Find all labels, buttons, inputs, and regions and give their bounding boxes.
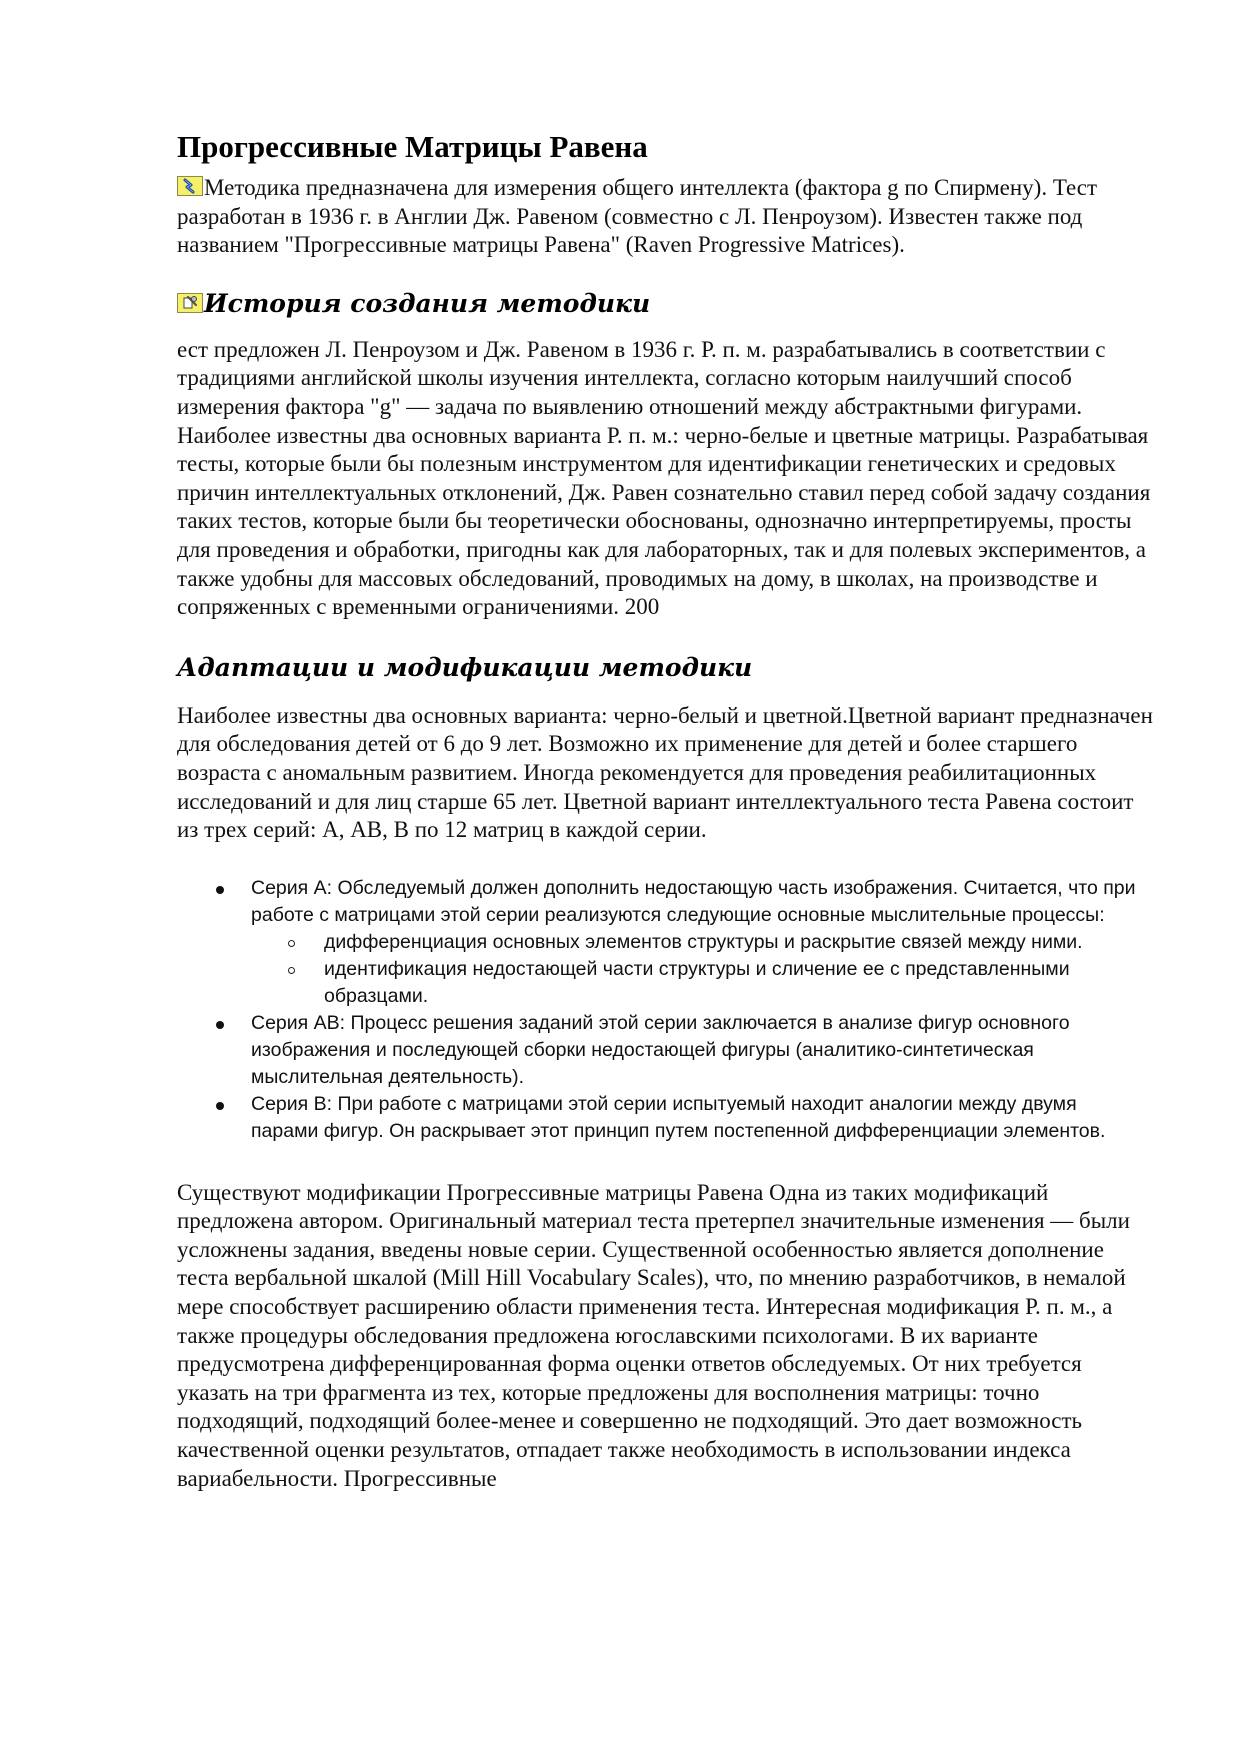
series-list bbox=[177, 875, 1157, 1145]
section-heading-text: История создания методики bbox=[204, 288, 651, 318]
sublist-item bbox=[251, 929, 1147, 956]
section-heading-adaptations: Адаптации и модификации методики bbox=[177, 652, 753, 682]
page-title: Прогрессивные Матрицы Равена bbox=[177, 129, 648, 164]
adaptations-paragraph: Наиболее известны два основных варианта: черно-белый и цветной.Цветной вариант предназначен для обследования детей от 6 до 9 лет. Возможно их применение для детей и более старшего возраста с аномальным развитием. Иногда рекомендуется для проведения реабилитационных исследований и для лиц старше 65 лет. Цветной вариант интеллектуального теста Равена состоит из трех серий: А, АВ, В по 12 матриц в каждой серии. bbox=[177, 702, 1153, 843]
document-page bbox=[177, 128, 1157, 1493]
sublist-item bbox=[251, 956, 1147, 1010]
modifications-paragraph: Существуют модификации Прогрессивные матрицы Равена Одна из таких модификаций предложена автором. Оригинальный материал теста претерпел значительные изменения — были усложнены задания, введены новые серии. Существенной особенностью является дополнение теста вербальной шкалой (Mill Hill Vocabulary Scales), что, по мнению разработчиков, в немалой мере способствует расширению области применения теста. Интересная модификация Р. п. м., а также процедуры обследования предложена югославскими психологами. В их варианте предусмотрена дифференцированная форма оценки ответов обследуемых. От них требуется указать на три фрагмента из тех, которые предложены для восполнения матрицы: точно подходящий, подходящий более-менее и совершенно не подходящий. Это дает возможность качественной оценки результатов, отпадает также необходимость в использовании индекса вариабельности. Прогрессивные bbox=[177, 1179, 1130, 1491]
list-item-series-ab bbox=[177, 1010, 1147, 1091]
circle-bullet-icon bbox=[288, 940, 295, 947]
list-item-text: Серия АВ: Процесс решения заданий этой серии заключается в анализе фигур основного изображения и последующей сборки недостающей фигуры (аналитико-синтетическая мыслительная деятельность). bbox=[251, 1011, 1070, 1088]
series-a-sublist bbox=[251, 929, 1147, 1010]
list-item-series-b bbox=[177, 1091, 1147, 1145]
history-paragraph: ест предложен Л. Пенроузом и Дж. Равеном в 1936 г. Р. п. м. разрабатывались в соответствии с традициями английской школы изучения интеллекта, согласно которым наилучший способ измерения фактора "g" — задача по выявлению отношений между абстрактными фигурами. Наиболее известны два основных варианта Р. п. м.: черно-белые и цветные матрицы. Разрабатывая тесты, которые были бы полезным инструментом для идентификации генетических и средовых причин интеллектуальных отклонений, Дж. Равен сознательно ставил перед собой задачу создания таких тестов, которые были бы теоретически обоснованы, однозначно интерпретируемы, просты для проведения и обработки, пригодны как для лабораторных, так и для полевых экспериментов, а также удобны для массовых обследований, проводимых на дому, в школах, на производстве и сопряженных с временными ограничениями. 200 bbox=[177, 336, 1151, 620]
bullet-icon bbox=[216, 1021, 224, 1029]
sublist-item-text: идентификация недостающей части структуры и сличение ее с представленными образцами. bbox=[324, 957, 1070, 1007]
document-tools-icon bbox=[177, 293, 203, 313]
circle-bullet-icon bbox=[288, 967, 295, 974]
bullet-icon bbox=[216, 1102, 224, 1110]
section-heading-history bbox=[177, 288, 1157, 320]
intro-text: Методика предназначена для измерения общего интеллекта (фактора g по Спирмену). Тест разработан в 1936 г. в Англии Дж. Равеном (совместно с Л. Пенроузом). Известен также под названием "Прогрессивные матрицы Равена" (Raven Progressive Matrices). bbox=[177, 175, 1098, 258]
list-item-text: Серия А: Обследуемый должен дополнить недостающую часть изображения. Считается, что при работе с матрицами этой серии реализуются следующие основные мыслительные процессы: bbox=[251, 876, 1136, 926]
sublist-item-text: дифференциация основных элементов структуры и раскрытие связей между ними. bbox=[324, 930, 1083, 953]
list-item-series-a bbox=[177, 875, 1147, 1010]
intro-paragraph bbox=[177, 174, 1157, 260]
list-item-text: Серия В: При работе с матрицами этой серии испытуемый находит аналогии между двумя парами фигур. Он раскрывает этот принцип путем постепенной дифференциации элементов. bbox=[251, 1092, 1106, 1142]
arrow-hook-icon bbox=[177, 176, 203, 196]
bullet-icon bbox=[216, 886, 224, 894]
